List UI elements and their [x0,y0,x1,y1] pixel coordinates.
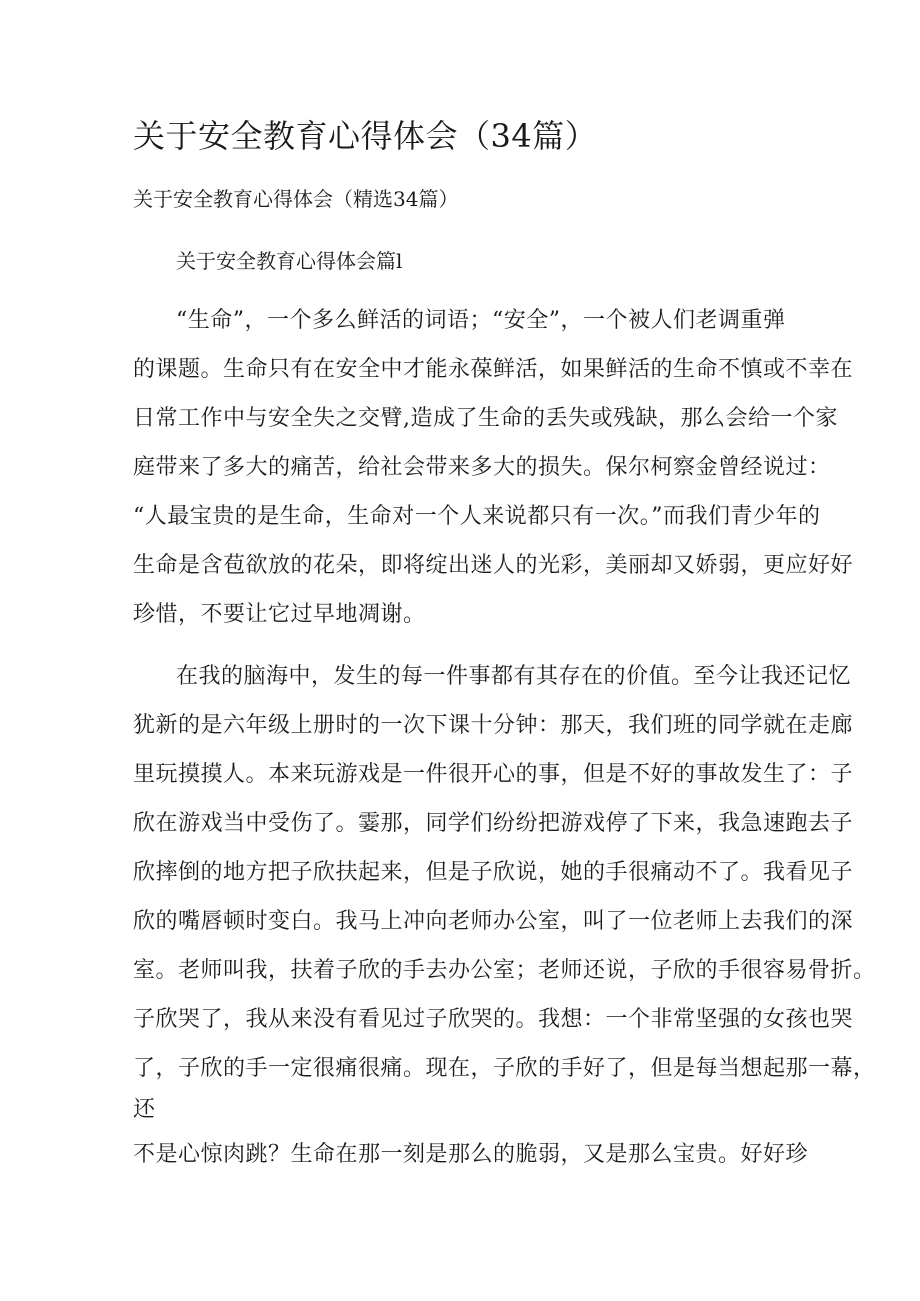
paragraph-line: 里玩摸摸人。本来玩游戏是一件很开心的事，但是不好的事故发生了：子 [133,762,854,787]
paragraph-line: “生命”，一个多么鲜活的词语；“安全”，一个被人们老调重弹 [176,308,786,333]
section-heading: 关于安全教育心得体会篇l [176,249,403,273]
paragraph-line: 欣在游戏当中受伤了。霎那，同学们纷纷把游戏停了下来，我急速跑去子 [133,811,854,836]
paragraph-line: 欣的嘴唇顿时变白。我马上冲向老师办公室，叫了一位老师上去我们的深 [133,909,854,934]
paragraph-line: 珍惜，不要让它过早地凋谢。 [133,602,426,627]
paragraph-line: 在我的脑海中，发生的每一件事都有其存在的价值。至今让我还记忆 [176,664,852,689]
paragraph-line: 欣摔倒的地方把子欣扶起来，但是子欣说，她的手很痛动不了。我看见子 [133,860,854,885]
paragraph-line: 室。老师叫我，扶着子欣的手去办公室；老师还说，子欣的手很容易骨折。 [133,958,876,983]
paragraph-line: 生命是含苞欲放的花朵，即将绽出迷人的光彩，美丽却又娇弱，更应好好 [133,553,854,578]
paragraph-line: 了，子欣的手一定很痛很痛。现在，子欣的手好了，但是每当想起那一幕， [133,1056,876,1081]
paragraph-line: 还 [133,1097,156,1122]
paragraph-line: “人最宝贵的是生命，生命对一个人来说都只有一次。”而我们青少年的 [133,504,821,529]
paragraph-line: 不是心惊肉跳？生命在那一刻是那么的脆弱，又是那么宝贵。好好珍 [133,1142,809,1167]
paragraph-line: 犹新的是六年级上册时的一次下课十分钟：那天，我们班的同学就在走廊 [133,713,854,738]
document-subtitle: 关于安全教育心得体会（精选34篇） [133,187,459,211]
paragraph-line: 庭带来了多大的痛苦，给社会带来多大的损失。保尔柯察金曾经说过： [133,455,831,480]
paragraph-line: 日常工作中与安全失之交臂,造成了生命的丢失或残缺，那么会给一个家 [133,406,838,431]
paragraph-line: 的课题。生命只有在安全中才能永葆鲜活，如果鲜活的生命不慎或不幸在 [133,357,854,382]
document-title: 关于安全教育心得体会（34篇） [133,117,598,155]
paragraph-line: 子欣哭了，我从来没有看见过子欣哭的。我想：一个非常坚强的女孩也哭 [133,1007,854,1032]
